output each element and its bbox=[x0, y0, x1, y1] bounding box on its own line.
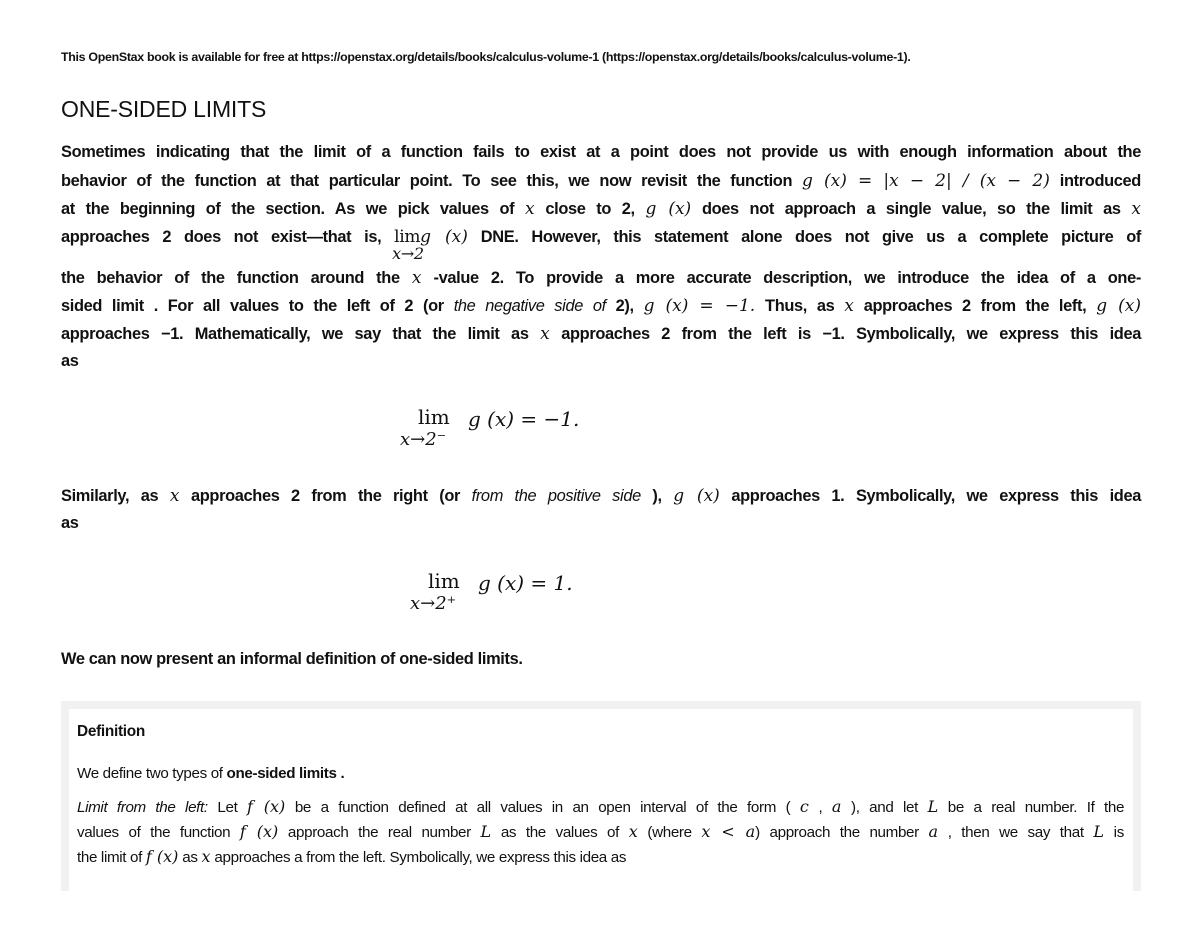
term-limit-from-left: Limit from the left: bbox=[77, 799, 208, 816]
section-heading: ONE-SIDED LIMITS bbox=[61, 96, 267, 122]
text-line: Sometimes indicating that the limit of a function fails to exist at a point does not provide us with enough information about the bbox=[61, 143, 1141, 161]
text-line: approaches 2 does not exist—that is, lim x→2 g (x) DNE. However, this statement alone does not give us a complete picture of bbox=[61, 227, 1141, 263]
text-line: as bbox=[61, 514, 79, 532]
definition-text-line: Limit from the left: Let f (x) be a function defined at all values in an open interval of the form ( c , a ), and let L be a real number. If the bbox=[77, 797, 1125, 816]
text-line: the behavior of the function around the x -value 2. To provide a more accurate description, we introduce the idea of a one- bbox=[61, 268, 1141, 288]
text-line: approaches −1. Mathematically, we say that the limit as x approaches 2 from the left is −1. Symbolically, we express this idea bbox=[61, 324, 1141, 344]
text-line: sided limit . For all values to the left of 2 (or the negative side of 2), g (x) = −1. Thus, as x approaches 2 from the left, g (x) bbox=[61, 296, 1141, 316]
availability-notice: This OpenStax book is available for free at https://openstax.org/details/books/calculus-volume-1 (https://openstax.org/details/books/calculus-volume-1). bbox=[61, 50, 911, 64]
math-g-definition: g (x) = |x − 2| / (x − 2) bbox=[802, 171, 1050, 191]
definition-intro: We define two types of one-sided limits . bbox=[77, 765, 345, 782]
definition-box bbox=[61, 701, 1141, 891]
equation-right-limit: lim x→2⁺ g (x) = 1. bbox=[410, 569, 573, 614]
text-line: as bbox=[61, 352, 79, 370]
text-line: Similarly, as x approaches 2 from the right (or from the positive side ), g (x) approaches 1. Symbolically, we express this idea bbox=[61, 486, 1141, 506]
definition-box-body bbox=[69, 709, 1133, 891]
inline-limit: lim x→2 bbox=[392, 227, 424, 263]
definition-text-line: the limit of f (x) as x approaches a from the left. Symbolically, we express this idea as bbox=[77, 847, 627, 866]
term-one-sided-limits: one-sided limits bbox=[226, 765, 337, 782]
text-line: We can now present an informal definition of one-sided limits. bbox=[61, 650, 523, 668]
emphasis-negative-side: the negative side of bbox=[453, 297, 606, 315]
text-line: at the beginning of the section. As we pick values of x close to 2, g (x) does not approach a single value, so the limit as x bbox=[61, 199, 1142, 219]
definition-title: Definition bbox=[77, 723, 145, 740]
definition-text-line: values of the function f (x) approach the real number L as the values of x (where x < a) approach the number a , then we say that L is bbox=[77, 822, 1124, 841]
text-line: behavior of the function at that particular point. To see this, we now revisit the function g (x) = |x − 2| / (x − 2) introduced bbox=[61, 171, 1141, 191]
emphasis-positive-side: from the positive side bbox=[471, 487, 641, 505]
equation-left-limit: lim x→2⁻ g (x) = −1. bbox=[400, 405, 580, 450]
